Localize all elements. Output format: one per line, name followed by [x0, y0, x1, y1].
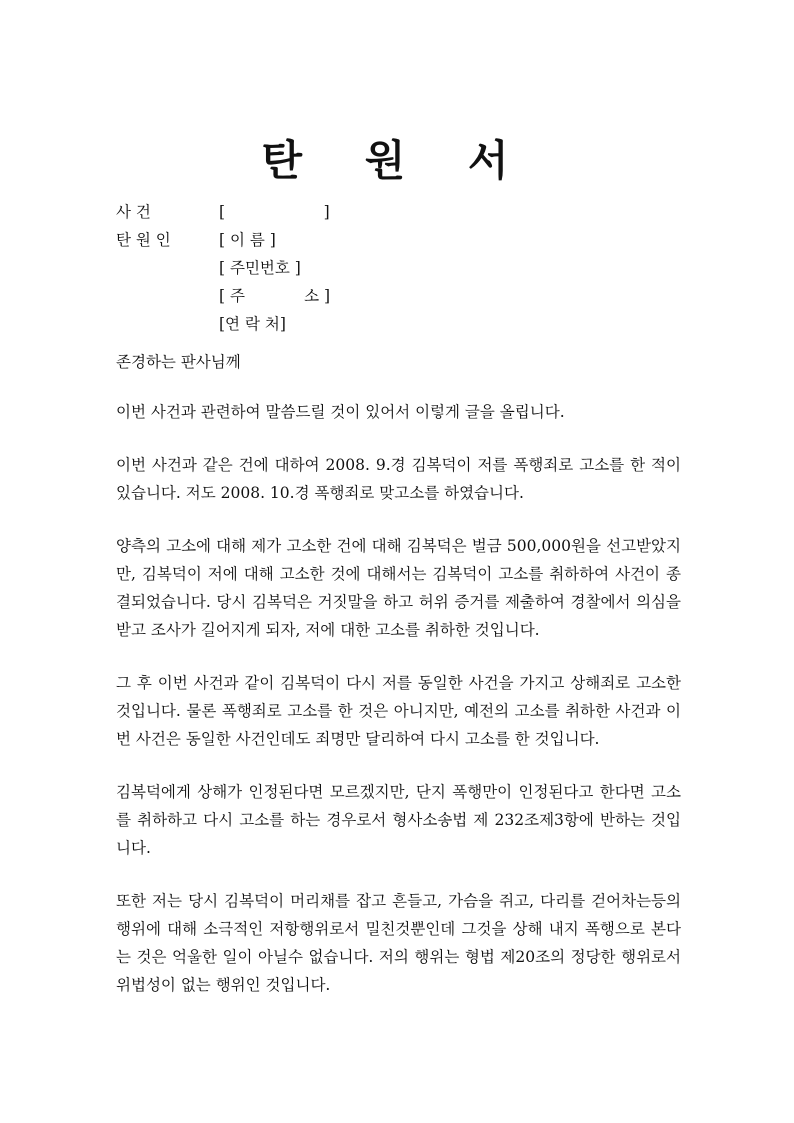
field-value-address: [ 주 소 ]: [219, 287, 331, 305]
field-value-contact: [연 락 처]: [219, 315, 286, 333]
greeting: 존경하는 판사님께: [116, 353, 241, 371]
paragraph-4: 그 후 이번 사건과 같이 김복덕이 다시 저를 동일한 사건을 가지고 상해죄로 고소한 것입니다. 물론 폭행죄로 고소를 한 것은 아니지만, 예전의 고소를 취하한 사건과 이번 사건은 동일한 사건인데도 죄명만 달리하여 다시 고소를 한 것입니다.: [116, 674, 681, 748]
document-body: [116, 348, 681, 1024]
paragraph-2: 이번 사건과 같은 건에 대하여 2008. 9.경 김복덕이 저를 폭행죄로 고소를 한 적이 있습니다. 저도 2008. 10.경 폭행죄로 맞고소를 하였습니다.: [116, 456, 681, 502]
field-value-name: [ 이 름 ]: [219, 231, 276, 249]
field-label-petitioner: 탄 원 인: [116, 231, 171, 249]
field-value-id-number: [ 주민번호 ]: [219, 259, 301, 277]
paragraph-6: 또한 저는 당시 김복덕이 머리채를 잡고 흔들고, 가슴을 쥐고, 다리를 걷어차는등의 행위에 대해 소극적인 저항행위로서 밀친것뿐인데 그것을 상해 내지 폭행으로 본다는 것은 억울한 일이 아닐수 없습니다. 저의 행위는 형법 제20조의 정당한 행위로서 위법성이 없는 행위인 것입니다.: [116, 892, 681, 994]
paragraph-3: 양측의 고소에 대해 제가 고소한 건에 대해 김복덕은 벌금 500,000원을 선고받았지만, 김복덕이 저에 대해 고소한 것에 대해서는 김복덕이 고소를 취하하여 사건이 종결되었습니다. 당시 김복덕은 거짓말을 하고 허위 증거를 제출하여 경찰에서 의심을 받고 조사가 길어지게 되자, 저에 대한 고소를 취하한 것입니다.: [116, 537, 681, 639]
paragraph-1: 이번 사건과 관련하여 말씀드릴 것이 있어서 이렇게 글을 올립니다.: [116, 403, 565, 421]
field-label-case: 사 건: [116, 203, 151, 221]
paragraph-5: 김복덕에게 상해가 인정된다면 모르겠지만, 단지 폭행만이 인정된다고 한다면 고소를 취하하고 다시 고소를 하는 경우로서 형사소송법 제 232조제3항에 반하는 것입니다.: [116, 783, 681, 857]
field-value-case: [ ]: [219, 203, 330, 221]
document-title: 탄 원 서: [261, 136, 533, 185]
